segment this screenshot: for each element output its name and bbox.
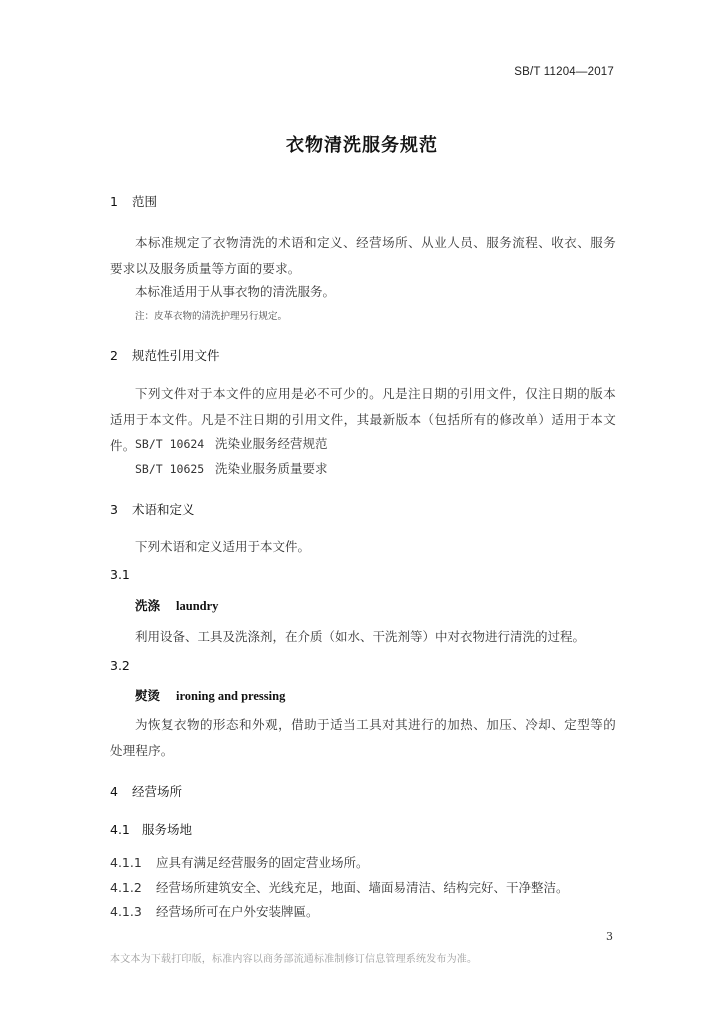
page-number: 3 <box>606 930 613 943</box>
section-4-heading <box>110 782 182 800</box>
clause-text: 应具有满足经营服务的固定营业场所。 <box>156 855 369 870</box>
clause-number: 4.1.2 <box>110 880 142 895</box>
reference-item <box>135 432 328 456</box>
section-3-intro: 下列术语和定义适用于本文件。 <box>135 539 311 554</box>
clause-item <box>110 900 319 924</box>
term-chinese: 洗涤 <box>135 598 161 613</box>
term-english: laundry <box>176 599 219 613</box>
section-1-heading <box>110 192 157 210</box>
reference-title: 洗染业服务质量要求 <box>215 461 328 476</box>
term-english: ironing and pressing <box>176 689 286 703</box>
clause-item <box>110 876 569 900</box>
reference-title: 洗染业服务经营规范 <box>215 436 328 451</box>
section-1-note: 注：皮革衣物的清洗护理另行规定。 <box>135 311 288 322</box>
footer-disclaimer: 本文本为下载打印版，标准内容以商务部流通标准制修订信息管理系统发布为准。 <box>110 954 478 965</box>
clause-text: 经营场所建筑安全、光线充足，地面、墙面易清洁、结构完好、干净整洁。 <box>156 880 569 895</box>
subsection-number: 4.1 <box>110 822 130 837</box>
term-chinese: 熨烫 <box>135 688 161 703</box>
standard-code: SB/T 11204—2017 <box>514 66 614 78</box>
section-1-paragraph-2: 本标准适用于从事衣物的清洗服务。 <box>135 284 336 299</box>
section-number: 4 <box>110 784 118 799</box>
section-number: 2 <box>110 348 118 363</box>
section-title: 术语和定义 <box>132 502 195 517</box>
term-number: 3.1 <box>110 567 130 582</box>
section-title: 范围 <box>132 194 158 209</box>
section-title: 规范性引用文件 <box>132 348 220 363</box>
reference-code: SB/T 10625 <box>135 462 205 476</box>
term-heading <box>135 686 285 704</box>
section-number: 1 <box>110 194 118 209</box>
reference-item <box>135 457 328 481</box>
subsection-4-1-heading <box>110 820 192 838</box>
clause-item <box>110 851 369 875</box>
term-number: 3.2 <box>110 658 130 673</box>
term-heading <box>135 596 218 614</box>
section-number: 3 <box>110 502 118 517</box>
term-definition: 为恢复衣物的形态和外观，借助于适当工具对其进行的加热、加压、冷却、定型等的处理程序。 <box>110 717 616 758</box>
section-title: 经营场所 <box>132 784 183 799</box>
section-2-paragraph-1: 下列文件对于本文件的应用是必不可少的。凡是注日期的引用文件，仅注日期的版本适用于本文件。凡是不注日期的引用文件，其最新版本（包括所有的修改单）适用于本文件。 <box>110 386 616 453</box>
clause-number: 4.1.3 <box>110 904 142 919</box>
clause-text: 经营场所可在户外安装牌匾。 <box>156 904 319 919</box>
section-3-heading <box>110 500 195 518</box>
document-title: 衣物清洗服务规范 <box>286 135 438 156</box>
section-1-paragraph-1: 本标准规定了衣物清洗的术语和定义、经营场所、从业人员、服务流程、收衣、服务要求以及服务质量等方面的要求。 <box>110 235 616 276</box>
section-2-heading <box>110 346 220 364</box>
subsection-title: 服务场地 <box>142 822 193 837</box>
term-definition: 利用设备、工具及洗涤剂，在介质（如水、干洗剂等）中对衣物进行清洗的过程。 <box>135 629 586 644</box>
reference-code: SB/T 10624 <box>135 437 205 451</box>
clause-number: 4.1.1 <box>110 855 142 870</box>
